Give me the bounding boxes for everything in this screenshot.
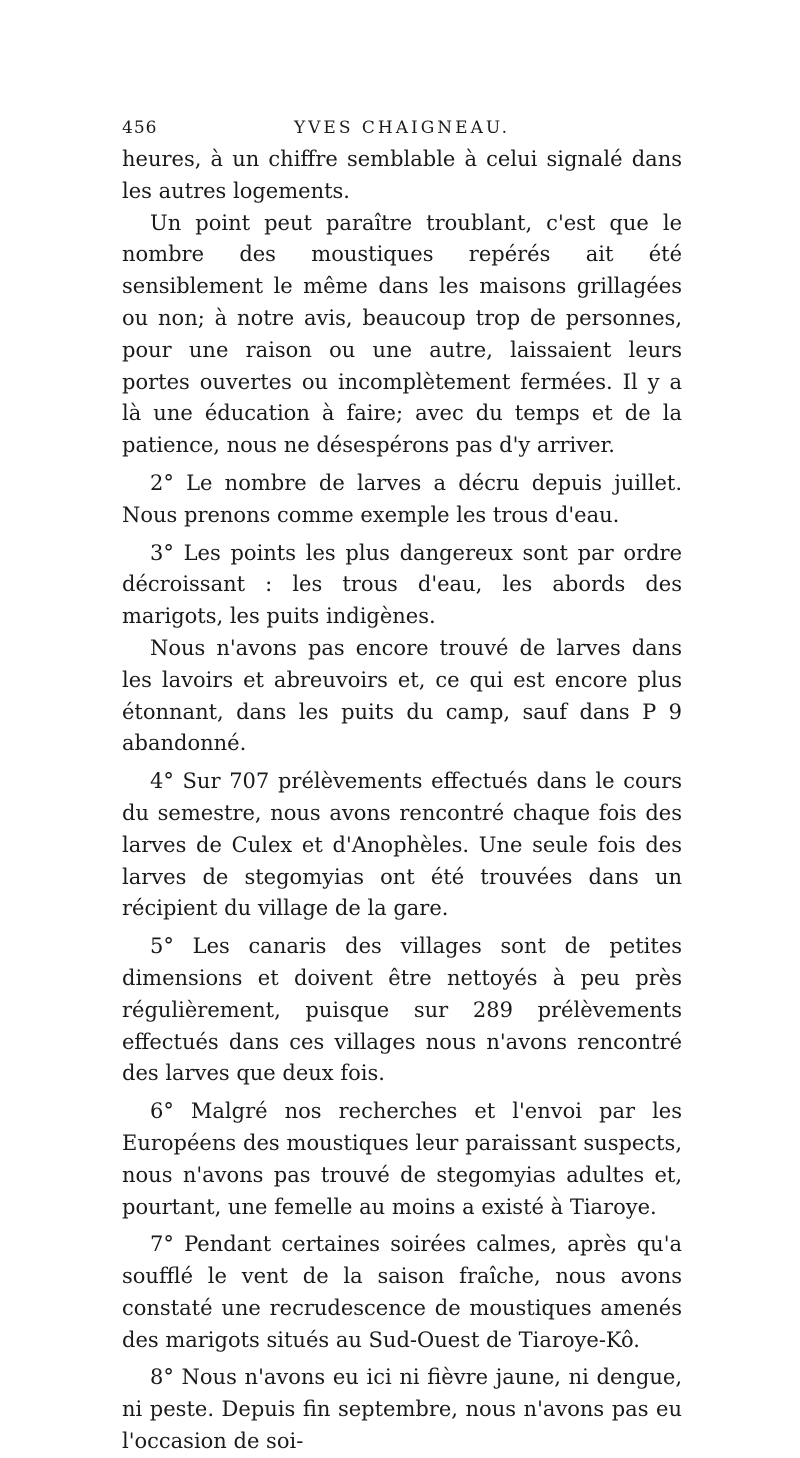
paragraph-point-8: 8° Nous n'avons eu ici ni fièvre jaune, ni dengue, ni peste. Depuis fin septembre, nous n'avons pas eu l'occasion de soi- xyxy=(122,1365,682,1454)
running-header xyxy=(122,108,682,144)
paragraph-continuation: heures, à un chiffre semblable à celui signalé dans les autres logements. xyxy=(122,147,682,203)
paragraph-point-4: 4° Sur 707 prélèvements effectués dans le cours du semestre, nous avons rencontré chaque fois des larves de Culex et d'Anophèles. Une seule fois des larves de stegomyias ont été trouvées dans un récipient du village de la gare. xyxy=(122,769,682,921)
paragraph-observation: Un point peut paraître troublant, c'est que le nombre des moustiques repérés ait été sensiblement le même dans les maisons grillagées ou non; à notre avis, beaucoup trop de personnes, pour une raison ou une autre, laissaient leurs portes ouvertes ou incomplètement fermées. Il y a là une éducation à faire; avec du temps et de la patience, nous ne désespérons pas d'y arriver. xyxy=(122,210,682,458)
document-page xyxy=(122,108,682,1458)
paragraph-point-7: 7° Pendant certaines soirées calmes, après qu'a soufflé le vent de la saison fraîche, nous avons constaté une recrudescence de moustiques amenés des marigots situés au Sud-Ouest de Tiaroye-Kô. xyxy=(122,1232,682,1352)
body-text xyxy=(122,144,682,1458)
paragraph-point-3-continued: Nous n'avons pas encore trouvé de larves dans les lavoirs et abreuvoirs et, ce qui est encore plus étonnant, dans les puits du camp, sauf dans P 9 abandonné. xyxy=(122,635,682,756)
page-number: 456 xyxy=(122,118,158,138)
paragraph-point-3: 3° Les points les plus dangereux sont par ordre décroissant : les trous d'eau, les abords des marigots, les puits indigènes. xyxy=(122,540,682,629)
paragraph-point-6: 6° Malgré nos recherches et l'envoi par les Européens des moustiques leur paraissant suspects, nous n'avons pas trouvé de stegomyias adultes et, pourtant, une femelle au moins a existé à Tiaroye. xyxy=(122,1099,682,1219)
paragraph-point-5: 5° Les canaris des villages sont de petites dimensions et doivent être nettoyés à peu près régulièrement, puisque sur 289 prélèvements effectués dans ces villages nous n'avons rencontré des larves que deux fois. xyxy=(122,934,682,1086)
paragraph-point-2: 2° Le nombre de larves a décru depuis juillet. Nous prenons comme exemple les trous d'eau. xyxy=(122,470,682,527)
running-title: YVES CHAIGNEAU. xyxy=(293,118,511,138)
